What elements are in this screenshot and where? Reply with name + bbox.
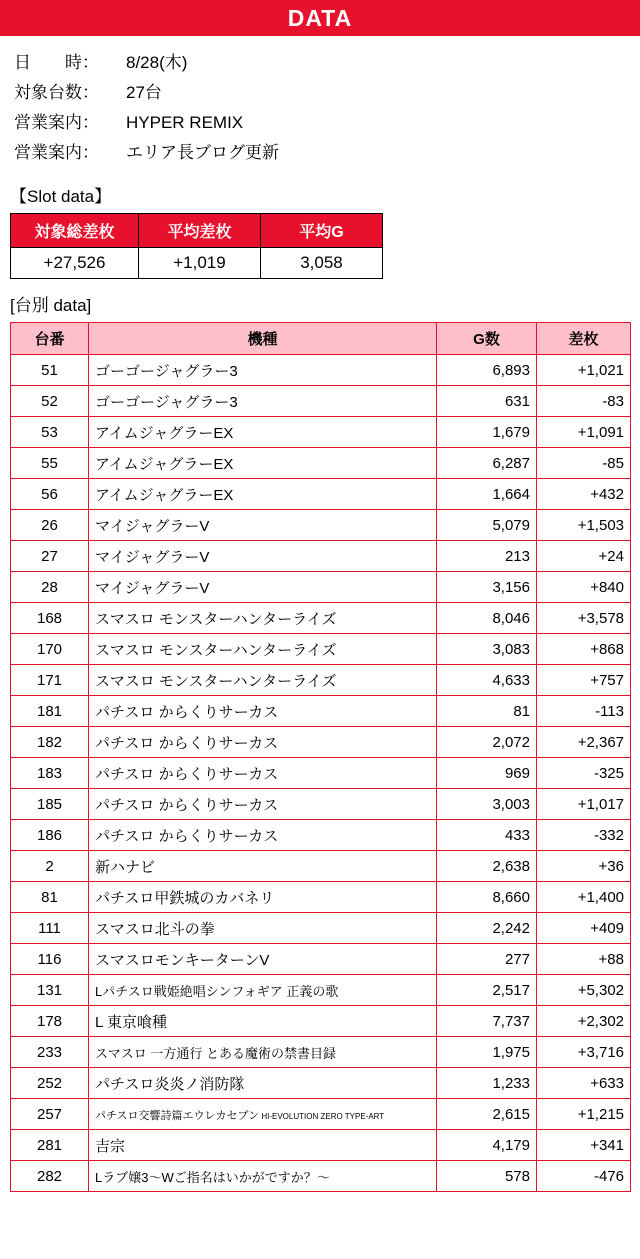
cell-game-count: 1,664 [437, 479, 537, 510]
cell-game-count: 5,079 [437, 510, 537, 541]
machine-name-text: スマスロ 一方通行 とある魔術の禁書目録 [95, 1045, 336, 1061]
machine-name-text: L 東京喰種 [95, 1013, 167, 1031]
cell-machine-name [89, 975, 437, 1006]
machine-table-header-row [11, 323, 631, 355]
cell-machine-no: 281 [11, 1130, 89, 1161]
cell-machine-no: 52 [11, 386, 89, 417]
cell-diff-coins: +868 [537, 634, 631, 665]
machine-name-subtitle: HI-EVOLUTION ZERO TYPE-ART [259, 1111, 385, 1121]
cell-game-count: 433 [437, 820, 537, 851]
cell-game-count: 2,517 [437, 975, 537, 1006]
cell-machine-name [89, 355, 437, 386]
machine-name-text: アイムジャグラーEX [95, 486, 234, 504]
cell-machine-no: 51 [11, 355, 89, 386]
info-row-date [14, 48, 626, 78]
table-row [11, 572, 631, 603]
table-row [11, 1068, 631, 1099]
cell-game-count: 6,287 [437, 448, 537, 479]
cell-game-count: 3,083 [437, 634, 537, 665]
cell-machine-name [89, 882, 437, 913]
cell-diff-coins: -113 [537, 696, 631, 727]
cell-game-count: 8,046 [437, 603, 537, 634]
table-row [11, 1130, 631, 1161]
cell-diff-coins: -325 [537, 758, 631, 789]
machine-name-text: 新ハナビ [95, 858, 156, 876]
table-row [11, 727, 631, 758]
machine-name-text: マイジャグラーV [95, 517, 210, 535]
cell-diff-coins: +2,302 [537, 1006, 631, 1037]
table-row [11, 696, 631, 727]
cell-machine-no: 282 [11, 1161, 89, 1192]
cell-machine-name [89, 479, 437, 510]
info-label-date: 日 時： [14, 53, 99, 72]
table-row [11, 603, 631, 634]
info-value-notice-1: HYPER REMIX [126, 113, 244, 132]
slot-summary-table [10, 213, 383, 279]
cell-machine-name [89, 603, 437, 634]
cell-diff-coins: +1,503 [537, 510, 631, 541]
cell-diff-coins: +1,091 [537, 417, 631, 448]
cell-machine-name [89, 1006, 437, 1037]
slot-data-section-title: 【Slot data】 [10, 187, 112, 206]
cell-game-count: 2,615 [437, 1099, 537, 1130]
cell-machine-name [89, 820, 437, 851]
cell-game-count: 2,242 [437, 913, 537, 944]
machine-name-text: マイジャグラーV [95, 579, 210, 597]
cell-machine-no: 28 [11, 572, 89, 603]
machine-header-g: G数 [437, 323, 537, 355]
cell-machine-name [89, 851, 437, 882]
cell-diff-coins: +36 [537, 851, 631, 882]
cell-machine-name [89, 1099, 437, 1130]
machine-name-text: スマスロ北斗の拳 [95, 920, 215, 938]
table-row [11, 758, 631, 789]
cell-diff-coins: +1,021 [537, 355, 631, 386]
machine-name-text: スマスロモンキーターンV [95, 951, 270, 969]
machine-name-text: アイムジャグラーEX [95, 424, 234, 442]
cell-diff-coins: +840 [537, 572, 631, 603]
cell-game-count: 1,975 [437, 1037, 537, 1068]
cell-machine-no: 168 [11, 603, 89, 634]
machine-name-text: Lラブ嬢3〜Wご指名はいかがですか？〜 [95, 1169, 330, 1185]
slot-header-avg-g: 平均G [261, 214, 383, 248]
cell-game-count: 631 [437, 386, 537, 417]
cell-diff-coins: +2,367 [537, 727, 631, 758]
info-row-notice-2 [14, 138, 626, 168]
cell-machine-no: 26 [11, 510, 89, 541]
machine-data-table [10, 322, 631, 1192]
machine-name-text: ゴーゴージャグラー3 [95, 393, 238, 411]
cell-game-count: 277 [437, 944, 537, 975]
slot-summary-header-row [11, 214, 383, 248]
cell-machine-no: 81 [11, 882, 89, 913]
cell-game-count: 2,638 [437, 851, 537, 882]
machine-name-text: ゴーゴージャグラー3 [95, 362, 238, 380]
cell-game-count: 3,003 [437, 789, 537, 820]
cell-machine-no: 111 [11, 913, 89, 944]
cell-machine-name [89, 1161, 437, 1192]
cell-machine-name [89, 1037, 437, 1068]
info-label-notice-1: 営業案内： [14, 113, 99, 132]
cell-machine-name [89, 541, 437, 572]
cell-diff-coins: +1,017 [537, 789, 631, 820]
cell-machine-no: 257 [11, 1099, 89, 1130]
machine-name-text: パチスロ甲鉄城のカバネリ [95, 889, 275, 907]
cell-diff-coins: -332 [537, 820, 631, 851]
cell-machine-no: 181 [11, 696, 89, 727]
machine-name-text: マイジャグラーV [95, 548, 210, 566]
cell-machine-name [89, 696, 437, 727]
cell-machine-name [89, 417, 437, 448]
info-value-date: 8/28(木) [126, 53, 188, 72]
slot-value-avg-diff: +1,019 [139, 248, 261, 279]
table-row [11, 665, 631, 696]
info-label-notice-2: 営業案内： [14, 143, 99, 162]
info-value-notice-2: エリア長ブログ更新 [126, 143, 279, 162]
table-row [11, 913, 631, 944]
info-label-machine-count: 対象台数： [14, 83, 99, 102]
cell-game-count: 4,633 [437, 665, 537, 696]
slot-value-avg-g: 3,058 [261, 248, 383, 279]
machine-name-text: スマスロ モンスターハンターライズ [95, 610, 337, 628]
table-row [11, 479, 631, 510]
table-row [11, 820, 631, 851]
cell-machine-no: 183 [11, 758, 89, 789]
cell-machine-no: 131 [11, 975, 89, 1006]
machine-name-text: パチスロ交響詩篇エウレカセブン [95, 1109, 260, 1122]
cell-game-count: 969 [437, 758, 537, 789]
cell-diff-coins: +88 [537, 944, 631, 975]
table-row [11, 882, 631, 913]
slot-summary-value-row [11, 248, 383, 279]
cell-game-count: 1,233 [437, 1068, 537, 1099]
table-row [11, 1006, 631, 1037]
cell-machine-name [89, 665, 437, 696]
cell-diff-coins: +5,302 [537, 975, 631, 1006]
cell-machine-name [89, 510, 437, 541]
machine-name-text: スマスロ モンスターハンターライズ [95, 641, 337, 659]
cell-machine-name [89, 789, 437, 820]
cell-machine-no: 27 [11, 541, 89, 572]
table-row [11, 355, 631, 386]
machine-name-text: パチスロ からくりサーカス [95, 796, 279, 814]
cell-diff-coins: +757 [537, 665, 631, 696]
cell-game-count: 6,893 [437, 355, 537, 386]
machine-header-diff: 差枚 [537, 323, 631, 355]
info-row-notice-1 [14, 108, 626, 138]
page-title: DATA [287, 4, 353, 31]
cell-diff-coins: +341 [537, 1130, 631, 1161]
cell-game-count: 81 [437, 696, 537, 727]
machine-name-text: パチスロ からくりサーカス [95, 703, 279, 721]
cell-machine-name [89, 448, 437, 479]
slot-header-total-diff: 対象総差枚 [11, 214, 139, 248]
machine-name-text: スマスロ モンスターハンターライズ [95, 672, 337, 690]
table-row [11, 448, 631, 479]
cell-machine-no: 178 [11, 1006, 89, 1037]
machine-name-text: パチスロ からくりサーカス [95, 765, 279, 783]
machine-name-text: パチスロ からくりサーカス [95, 734, 279, 752]
machine-table-body [11, 355, 631, 1192]
cell-diff-coins: +1,215 [537, 1099, 631, 1130]
cell-machine-name [89, 758, 437, 789]
cell-game-count: 578 [437, 1161, 537, 1192]
cell-machine-no: 171 [11, 665, 89, 696]
cell-game-count: 8,660 [437, 882, 537, 913]
machine-name-text: 吉宗 [95, 1137, 126, 1155]
cell-machine-no: 55 [11, 448, 89, 479]
cell-diff-coins: +3,578 [537, 603, 631, 634]
cell-diff-coins: +1,400 [537, 882, 631, 913]
cell-machine-name [89, 1130, 437, 1161]
table-row [11, 975, 631, 1006]
machine-name-text: Lパチスロ戦姫絶唱シンフォギア 正義の歌 [95, 983, 339, 999]
header-banner [0, 0, 640, 38]
machine-header-no: 台番 [11, 323, 89, 355]
cell-game-count: 2,072 [437, 727, 537, 758]
machine-name-text: アイムジャグラーEX [95, 455, 234, 473]
cell-diff-coins: +3,716 [537, 1037, 631, 1068]
machine-name-text: パチスロ炎炎ノ消防隊 [95, 1075, 245, 1093]
cell-machine-no: 182 [11, 727, 89, 758]
cell-machine-name [89, 727, 437, 758]
cell-machine-no: 233 [11, 1037, 89, 1068]
cell-game-count: 1,679 [437, 417, 537, 448]
table-row [11, 386, 631, 417]
info-row-machine-count [14, 78, 626, 108]
machine-data-section-title: [台別 data] [10, 296, 92, 315]
cell-machine-no: 186 [11, 820, 89, 851]
cell-game-count: 213 [437, 541, 537, 572]
table-row [11, 417, 631, 448]
table-row [11, 789, 631, 820]
info-value-machine-count: 27台 [126, 83, 162, 102]
cell-diff-coins: +633 [537, 1068, 631, 1099]
cell-diff-coins: -83 [537, 386, 631, 417]
machine-header-name: 機種 [89, 323, 437, 355]
slot-value-total-diff: +27,526 [11, 248, 139, 279]
cell-diff-coins: +432 [537, 479, 631, 510]
cell-machine-no: 53 [11, 417, 89, 448]
cell-machine-no: 252 [11, 1068, 89, 1099]
table-row [11, 510, 631, 541]
cell-machine-name [89, 1068, 437, 1099]
cell-machine-name [89, 913, 437, 944]
info-block [0, 38, 640, 170]
cell-diff-coins: +409 [537, 913, 631, 944]
table-row [11, 1161, 631, 1192]
table-row [11, 1099, 631, 1130]
cell-machine-name [89, 386, 437, 417]
cell-machine-no: 185 [11, 789, 89, 820]
cell-game-count: 4,179 [437, 1130, 537, 1161]
cell-game-count: 3,156 [437, 572, 537, 603]
cell-machine-no: 170 [11, 634, 89, 665]
cell-game-count: 7,737 [437, 1006, 537, 1037]
machine-name-text: パチスロ からくりサーカス [95, 827, 279, 845]
table-row [11, 944, 631, 975]
cell-machine-name [89, 944, 437, 975]
cell-diff-coins: -85 [537, 448, 631, 479]
slot-header-avg-diff: 平均差枚 [139, 214, 261, 248]
cell-diff-coins: -476 [537, 1161, 631, 1192]
cell-diff-coins: +24 [537, 541, 631, 572]
table-row [11, 1037, 631, 1068]
table-row [11, 541, 631, 572]
table-row [11, 634, 631, 665]
table-row [11, 851, 631, 882]
cell-machine-no: 116 [11, 944, 89, 975]
cell-machine-name [89, 572, 437, 603]
cell-machine-no: 56 [11, 479, 89, 510]
cell-machine-no: 2 [11, 851, 89, 882]
cell-machine-name [89, 634, 437, 665]
